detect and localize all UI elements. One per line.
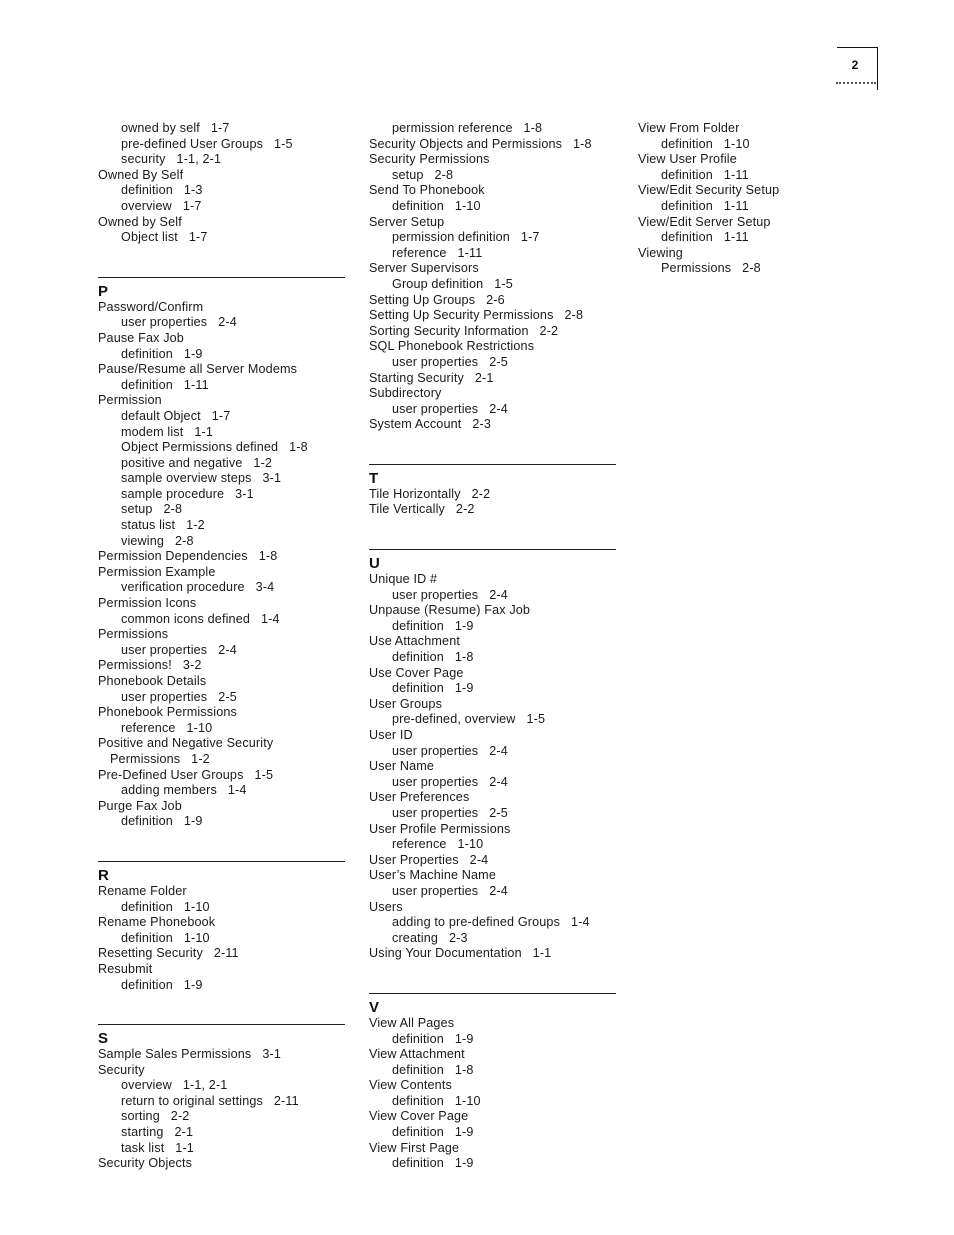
index-entry: Permissions <box>98 627 169 642</box>
index-entry: SQL Phonebook Restrictions <box>369 339 535 354</box>
index-subentry: definition 1-11 <box>121 377 209 392</box>
index-subentry: definition 1-11 <box>661 230 749 245</box>
section-gap <box>369 518 616 549</box>
index-subentry: Group definition 1-5 <box>392 276 513 291</box>
index-entry: Users <box>369 899 403 914</box>
index-section <box>98 830 345 884</box>
index-subentry: definition 1-9 <box>121 814 203 829</box>
index-section <box>369 433 616 487</box>
section-letter: P <box>98 282 109 300</box>
index-entry: Password/Confirm <box>98 299 204 314</box>
index-subentry: definition 1-9 <box>392 681 474 696</box>
index-entry: Sample Sales Permissions 3-1 <box>98 1047 281 1062</box>
section-gap <box>98 993 345 1024</box>
section-letter: T <box>369 469 379 487</box>
index-entry: View First Page <box>369 1140 460 1155</box>
section-rule <box>98 277 345 278</box>
index-subentry: Object list 1-7 <box>121 230 208 245</box>
index-subentry: definition 1-9 <box>121 977 203 992</box>
index-entry: User Preferences <box>369 790 470 805</box>
index-entry: Sorting Security Information 2-2 <box>369 323 559 338</box>
section-rule <box>369 549 616 550</box>
index-subentry: adding members 1-4 <box>121 783 247 798</box>
index-entry: Permissions! 3-2 <box>98 658 202 673</box>
index-entry: Pause Fax Job <box>98 330 184 345</box>
index-entry: Unique ID # <box>369 572 438 587</box>
index-entry: View Cover Page <box>369 1109 469 1124</box>
index-subentry: definition 1-9 <box>392 618 474 633</box>
index-entry: Permission Icons <box>98 596 197 611</box>
index-entry: Purge Fax Job <box>98 798 182 813</box>
index-entry: Pause/Resume all Server Modems <box>98 362 298 377</box>
index-entry: Security <box>98 1062 145 1077</box>
index-subentry: definition 1-8 <box>392 1062 474 1077</box>
index-subentry: definition 1-9 <box>392 1125 474 1140</box>
index-entry: View Attachment <box>369 1047 465 1062</box>
index-subentry: definition 1-11 <box>661 198 749 213</box>
index-subentry: definition 1-10 <box>121 899 210 914</box>
section-rule <box>98 1024 345 1025</box>
index-subentry: user properties 2-5 <box>392 805 508 820</box>
index-entry: Setting Up Groups 2-6 <box>369 292 505 307</box>
index-entry: View/Edit Server Setup <box>638 214 771 229</box>
index-entry: Positive and Negative Security <box>98 736 274 751</box>
index-entry: Permission Example <box>98 564 216 579</box>
index-entry: View Contents <box>369 1078 452 1093</box>
index-entry: Security Objects <box>98 1156 193 1171</box>
index-entry: Permission Dependencies 1-8 <box>98 549 278 564</box>
section-gap <box>98 246 345 277</box>
index-subentry: permission reference 1-8 <box>392 121 543 135</box>
index-subentry: return to original settings 2-11 <box>121 1093 299 1108</box>
index-subentry: pre-defined, overview 1-5 <box>392 712 546 727</box>
index-subentry: sample procedure 3-1 <box>121 486 254 501</box>
index-subentry: sample overview steps 3-1 <box>121 471 282 486</box>
index-entry: Tile Horizontally 2-2 <box>369 486 491 501</box>
section-letter: R <box>98 866 109 884</box>
index-subentry: modem list 1-1 <box>121 424 213 439</box>
index-subentry: user properties 2-4 <box>392 587 508 602</box>
section-rule <box>369 464 616 465</box>
index-entry: User Groups <box>369 696 443 711</box>
index-subentry: creating 2-3 <box>392 930 468 945</box>
index-subentry: setup 2-8 <box>121 502 183 517</box>
page-number-dotted-rule <box>836 80 876 84</box>
index-subentry: reference 1-10 <box>121 720 213 735</box>
index-entry: Subdirectory <box>369 386 442 401</box>
index-entry: User ID <box>369 728 413 742</box>
index-subentry: Permissions 2-8 <box>661 261 761 276</box>
index-entry: Owned By Self <box>98 167 184 182</box>
index-subentry: definition 1-10 <box>392 1093 481 1108</box>
index-entry: Setting Up Security Permissions 2-8 <box>369 308 584 323</box>
index-subentry: permission definition 1-7 <box>392 230 540 245</box>
index-entry: User Profile Permissions <box>369 821 511 836</box>
index-entry: Permission <box>98 393 162 408</box>
index-subentry: owned by self 1-7 <box>121 121 230 135</box>
index-column-3 <box>638 121 858 277</box>
index-subentry: user properties 2-5 <box>121 689 237 704</box>
index-subentry: definition 1-10 <box>121 930 210 945</box>
index-subentry: default Object 1-7 <box>121 408 231 423</box>
section-gap <box>369 962 616 993</box>
index-entry: Using Your Documentation 1-1 <box>369 946 552 961</box>
index-subentry: security 1-1, 2-1 <box>121 152 222 167</box>
index-entry: Unpause (Resume) Fax Job <box>369 603 531 618</box>
index-subentry: task list 1-1 <box>121 1140 194 1155</box>
index-entry: Viewing <box>638 245 683 260</box>
index-subentry: user properties 2-4 <box>392 401 508 416</box>
index-subentry: user properties 2-4 <box>392 743 508 758</box>
section-rule <box>98 861 345 862</box>
index-entry: Rename Phonebook <box>98 915 216 930</box>
index-entry: Server Setup <box>369 214 445 229</box>
index-entry: Send To Phonebook <box>369 183 485 198</box>
index-subentry: adding to pre-defined Groups 1-4 <box>392 915 590 930</box>
index-entry: Phonebook Permissions <box>98 705 237 720</box>
index-subentry: definition 1-10 <box>661 136 750 151</box>
index-subentry: definition 1-11 <box>661 167 749 182</box>
index-subentry: reference 1-10 <box>392 837 484 852</box>
index-entry: Use Cover Page <box>369 665 464 680</box>
index-entry: Resubmit <box>98 961 153 976</box>
index-subentry: user properties 2-4 <box>121 315 237 330</box>
index-subentry: reference 1-11 <box>392 245 483 260</box>
section-letter: U <box>369 555 380 573</box>
index-entry: Phonebook Details <box>98 674 207 688</box>
index-subentry: sorting 2-2 <box>121 1109 190 1124</box>
index-subentry: positive and negative 1-2 <box>121 455 273 470</box>
index-entry: Resetting Security 2-11 <box>98 946 239 961</box>
section-rule <box>369 993 616 994</box>
index-subentry: setup 2-8 <box>392 167 454 182</box>
index-entry: System Account 2-3 <box>369 417 491 432</box>
index-column-2 <box>369 121 616 1172</box>
page-number: 2 <box>851 58 859 72</box>
index-subentry: user properties 2-4 <box>392 774 508 789</box>
index-section <box>98 246 345 300</box>
index-entry: View/Edit Security Setup <box>638 183 780 198</box>
index-subentry: definition 1-9 <box>392 1156 474 1171</box>
index-subentry: overview 1-1, 2-1 <box>121 1078 228 1093</box>
index-entry: Server Supervisors <box>369 261 479 276</box>
index-subentry: Permissions 1-2 <box>110 751 210 766</box>
index-entry: Tile Vertically 2-2 <box>369 502 475 517</box>
index-subentry: starting 2-1 <box>121 1125 194 1140</box>
index-section <box>369 518 616 572</box>
page-number-box <box>837 47 878 90</box>
index-subentry: pre-defined User Groups 1-5 <box>121 136 293 151</box>
index-subentry: common icons defined 1-4 <box>121 611 280 626</box>
index-column-1 <box>98 121 345 1172</box>
index-subentry: user properties 2-4 <box>121 642 237 657</box>
index-subentry: definition 1-9 <box>392 1031 474 1046</box>
index-subentry: definition 1-8 <box>392 650 474 665</box>
index-entry: User’s Machine Name <box>369 868 496 883</box>
section-gap <box>369 433 616 464</box>
index-subentry: definition 1-10 <box>392 198 481 213</box>
index-subentry: user properties 2-5 <box>392 354 508 369</box>
index-subentry: definition 1-3 <box>121 183 203 198</box>
index-entry: Rename Folder <box>98 883 187 898</box>
section-gap <box>98 830 345 861</box>
index-entry: View All Pages <box>369 1015 455 1030</box>
index-entry: Owned by Self <box>98 214 182 229</box>
index-entry: Security Permissions <box>369 152 490 167</box>
index-subentry: verification procedure 3-4 <box>121 580 275 595</box>
index-entry: User Name <box>369 759 435 774</box>
index-entry: View User Profile <box>638 152 737 167</box>
index-entry: View From Folder <box>638 121 740 135</box>
index-subentry: status list 1-2 <box>121 518 205 533</box>
index-entry: Pre-Defined User Groups 1-5 <box>98 767 274 782</box>
index-entry: Use Attachment <box>369 634 460 649</box>
index-subentry: user properties 2-4 <box>392 883 508 898</box>
index-entry: Starting Security 2-1 <box>369 370 494 385</box>
index-subentry: definition 1-9 <box>121 346 203 361</box>
index-section <box>369 962 616 1016</box>
index-entry: Security Objects and Permissions 1-8 <box>369 136 592 151</box>
index-section <box>98 993 345 1047</box>
index-subentry: overview 1-7 <box>121 198 202 213</box>
section-letter: V <box>369 998 380 1016</box>
index-subentry: viewing 2-8 <box>121 533 194 548</box>
index-subentry: Object Permissions defined 1-8 <box>121 440 308 455</box>
index-entry: User Properties 2-4 <box>369 852 489 867</box>
section-letter: S <box>98 1030 109 1048</box>
